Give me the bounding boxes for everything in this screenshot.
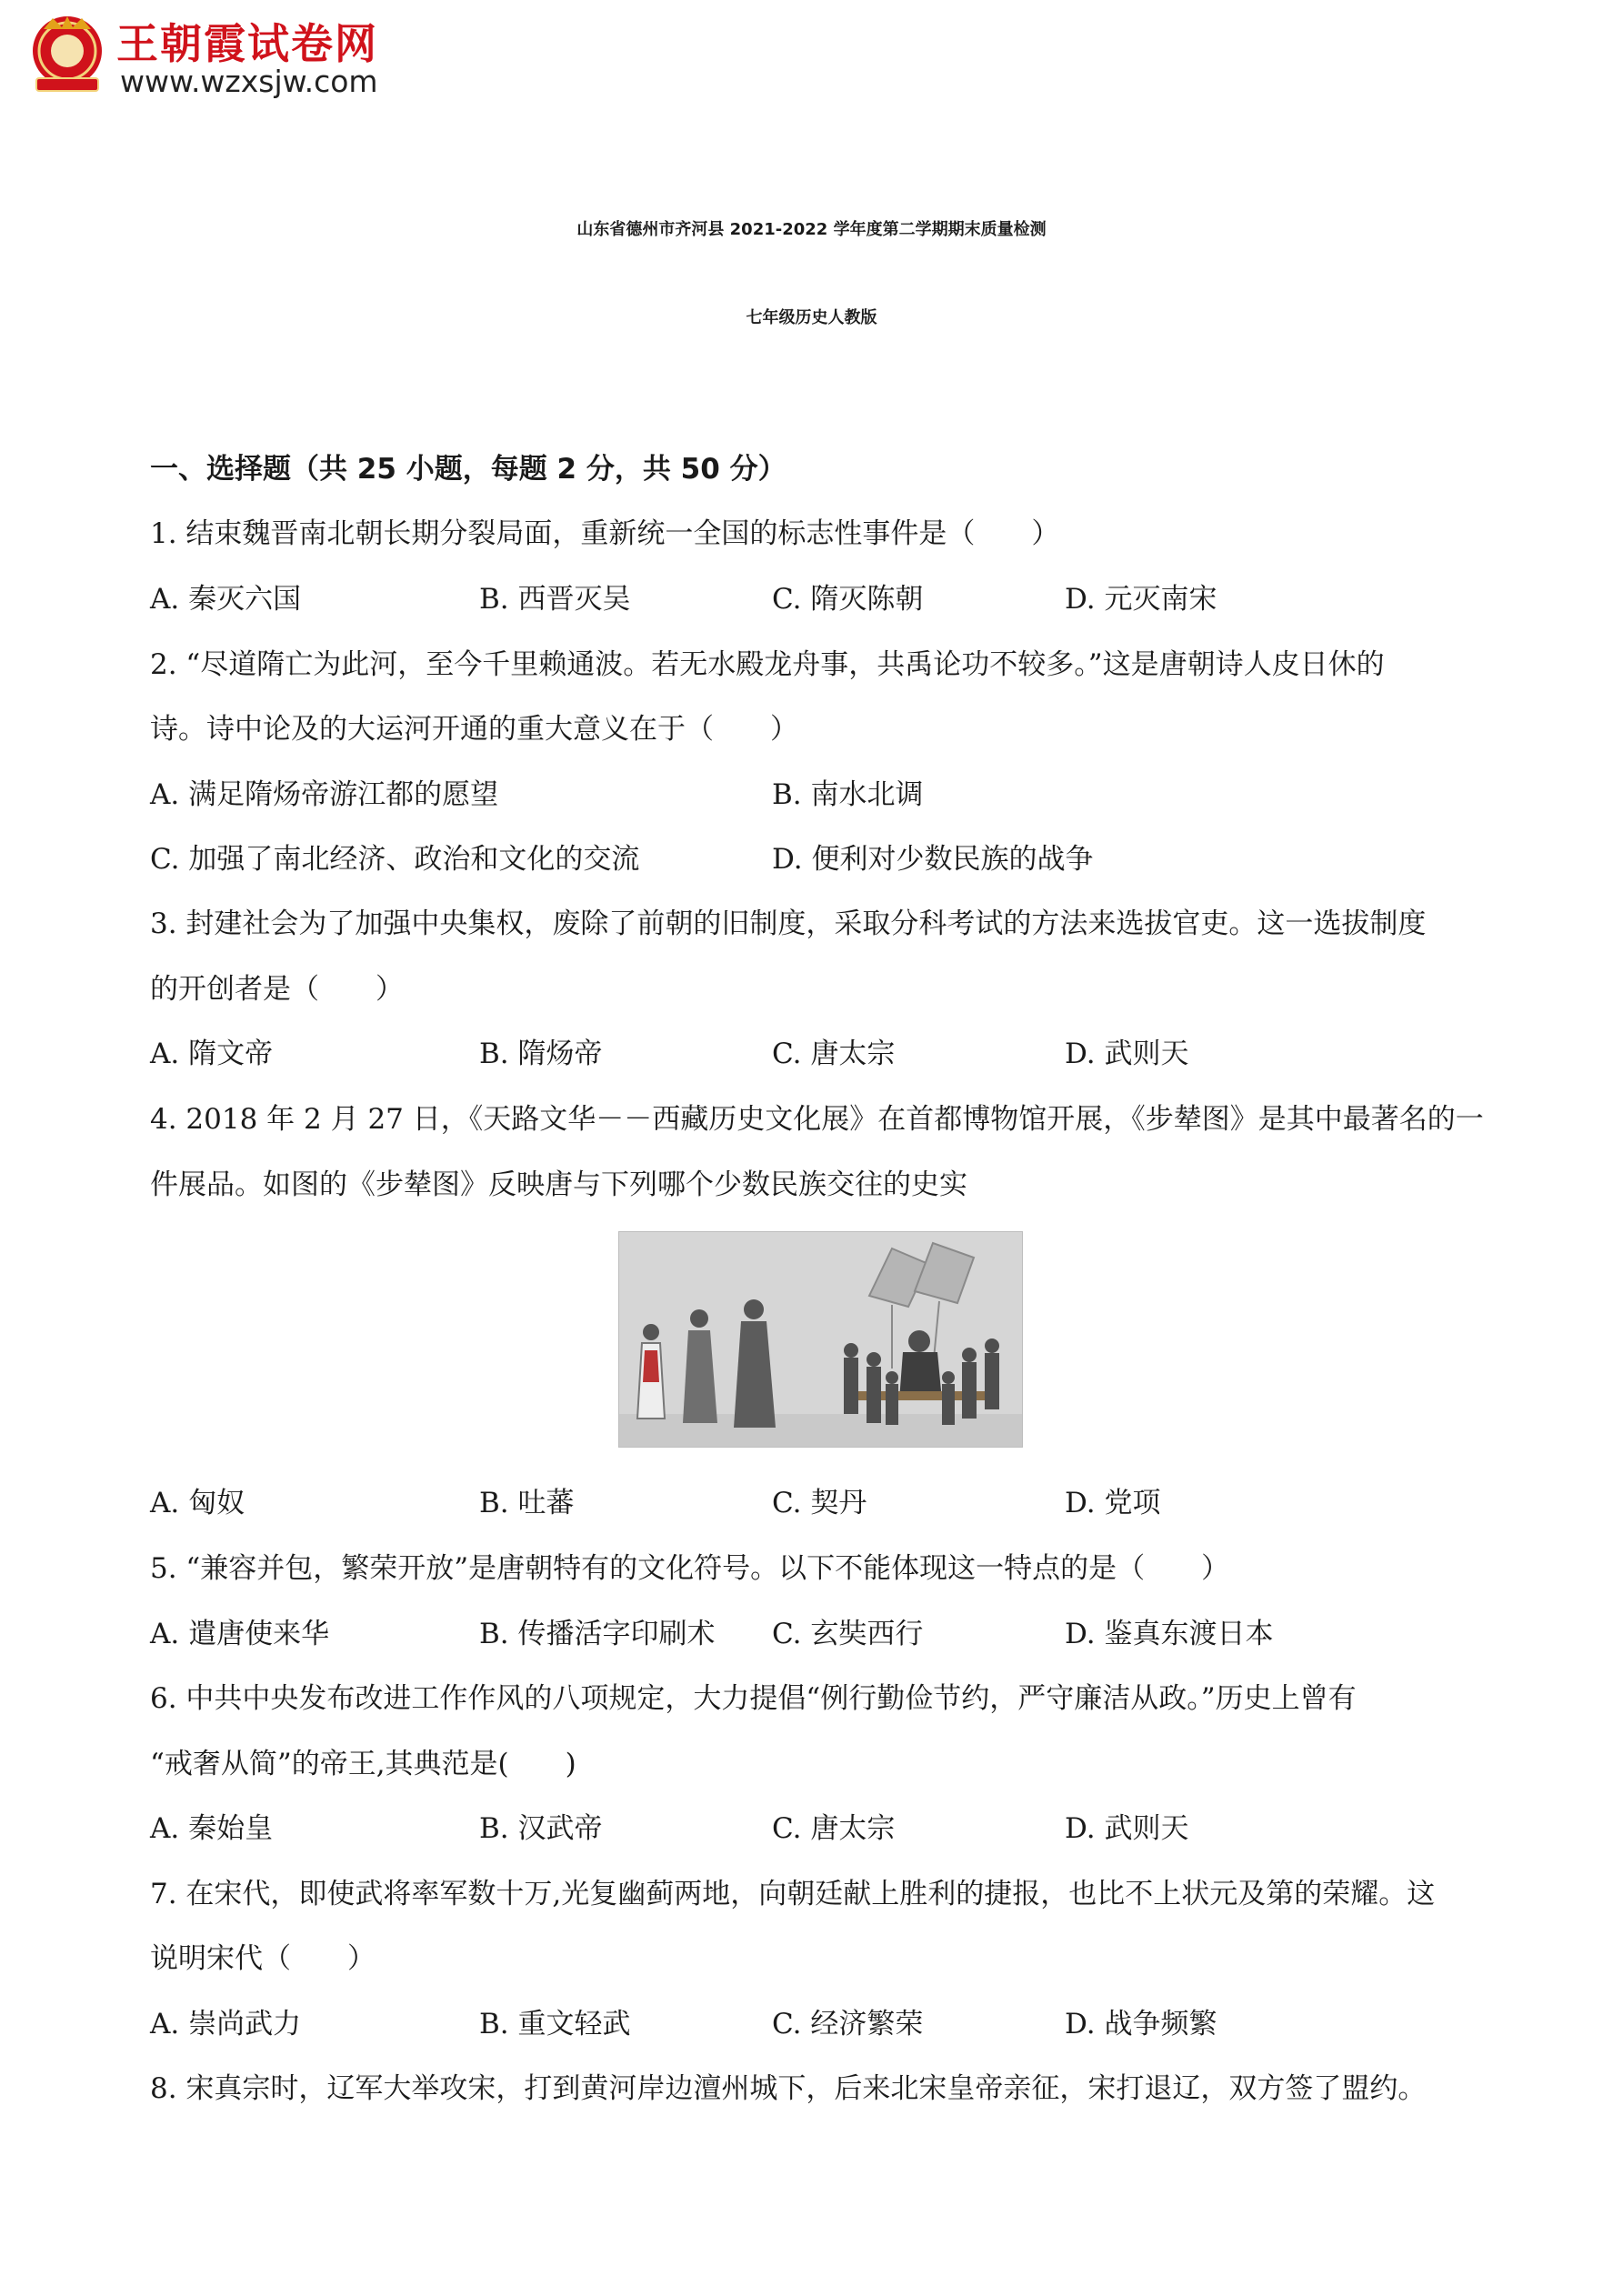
q5-option-a: A. 遣唐使来华 bbox=[150, 1618, 330, 1650]
site-name: 王朝霞试卷网 bbox=[116, 19, 378, 68]
q7-option-d: D. 战争频繁 bbox=[1065, 2008, 1217, 2040]
q6-option-b: B. 汉武帝 bbox=[479, 1812, 603, 1845]
site-url[interactable]: www.wzxsjw.com bbox=[120, 64, 378, 99]
q1-option-c: C. 隋灭陈朝 bbox=[772, 583, 924, 616]
q7-option-c: C. 经济繁荣 bbox=[772, 2008, 924, 2040]
q2-option-c: C. 加强了南北经济、政治和文化的交流 bbox=[150, 843, 640, 876]
section-heading: 一、选择题（共 25 小题，每题 2 分，共 50 分） bbox=[150, 453, 786, 486]
q7-option-a: A. 崇尚武力 bbox=[150, 2008, 302, 2040]
q5-option-b: B. 传播活字印刷术 bbox=[479, 1618, 716, 1650]
painting-illustration bbox=[619, 1232, 1022, 1447]
q1-option-b: B. 西晋灭吴 bbox=[479, 583, 631, 616]
question-2-line: 2. “尽道隋亡为此河，至今千里赖通波。若无水殿龙舟事，共禹论功不较多。”这是唐朝诗人皮日休的 bbox=[150, 648, 1385, 681]
q7-option-b: B. 重文轻武 bbox=[479, 2008, 631, 2040]
q2-option-b: B. 南水北调 bbox=[772, 778, 924, 811]
question-8-line: 8. 宋真宗时，辽军大举攻宋，打到黄河岸边澶州城下，后来北宋皇帝亲征，宋打退辽，双方签了盟约。 bbox=[150, 2072, 1427, 2105]
q3-option-c: C. 唐太宗 bbox=[772, 1038, 896, 1070]
question-7-line: 7. 在宋代，即使武将率军数十万,光复幽蓟两地，向朝廷献上胜利的捷报，也比不上状元及第的荣耀。这 bbox=[150, 1878, 1436, 1910]
question-6-line: “戒奢从简”的帝王,其典范是( ) bbox=[150, 1748, 576, 1780]
question-6-line: 6. 中共中央发布改进工作作风的八项规定，大力提倡“例行勤俭节约，严守廉洁从政。”历史上曾有 bbox=[150, 1682, 1357, 1715]
q6-option-d: D. 武则天 bbox=[1065, 1812, 1189, 1845]
q1-option-a: A. 秦灭六国 bbox=[150, 583, 302, 616]
q4-option-a: A. 匈奴 bbox=[150, 1487, 245, 1519]
question-7-line: 说明宋代（ ） bbox=[150, 1942, 376, 1975]
question-4-line: 4. 2018 年 2 月 27 日，《天路文华－－西藏历史文化展》在首都博物馆开展，《步辇图》是其中最著名的一 bbox=[150, 1103, 1484, 1136]
question-1-line: 1. 结束魏晋南北朝长期分裂局面，重新统一全国的标志性事件是（ ） bbox=[150, 517, 1060, 550]
exam-subtitle: 七年级历史人教版 bbox=[746, 308, 877, 327]
q4-option-b: B. 吐蕃 bbox=[479, 1487, 575, 1519]
q1-option-d: D. 元灭南宋 bbox=[1065, 583, 1217, 616]
q5-option-c: C. 玄奘西行 bbox=[772, 1618, 924, 1650]
q2-option-d: D. 便利对少数民族的战争 bbox=[772, 843, 1094, 876]
q2-option-a: A. 满足隋炀帝游江都的愿望 bbox=[150, 778, 499, 811]
q3-option-a: A. 隋文帝 bbox=[150, 1038, 274, 1070]
site-logo bbox=[25, 7, 407, 98]
bunian-painting-image bbox=[618, 1231, 1023, 1448]
question-3-line: 3. 封建社会为了加强中央集权，废除了前朝的旧制度，采取分科考试的方法来选拔官吏。这一选拔制度 bbox=[150, 907, 1427, 940]
q6-option-a: A. 秦始皇 bbox=[150, 1812, 274, 1845]
q3-option-b: B. 隋炀帝 bbox=[479, 1038, 603, 1070]
question-5-line: 5. “兼容并包，繁荣开放”是唐朝特有的文化符号。以下不能体现这一特点的是（ ） bbox=[150, 1552, 1230, 1585]
q4-option-c: C. 契丹 bbox=[772, 1487, 867, 1519]
exam-title: 山东省德州市齐河县 2021-2022 学年度第二学期期末质量检测 bbox=[576, 220, 1047, 239]
question-2-line: 诗。诗中论及的大运河开通的重大意义在于（ ） bbox=[150, 713, 798, 746]
question-3-line: 的开创者是（ ） bbox=[150, 973, 404, 1006]
question-4-line: 件展品。如图的《步辇图》反映唐与下列哪个少数民族交往的史实 bbox=[150, 1168, 967, 1201]
q6-option-c: C. 唐太宗 bbox=[772, 1812, 896, 1845]
q3-option-d: D. 武则天 bbox=[1065, 1038, 1189, 1070]
q5-option-d: D. 鉴真东渡日本 bbox=[1065, 1618, 1274, 1650]
q4-option-d: D. 党项 bbox=[1065, 1487, 1161, 1519]
seal-icon bbox=[25, 11, 115, 98]
